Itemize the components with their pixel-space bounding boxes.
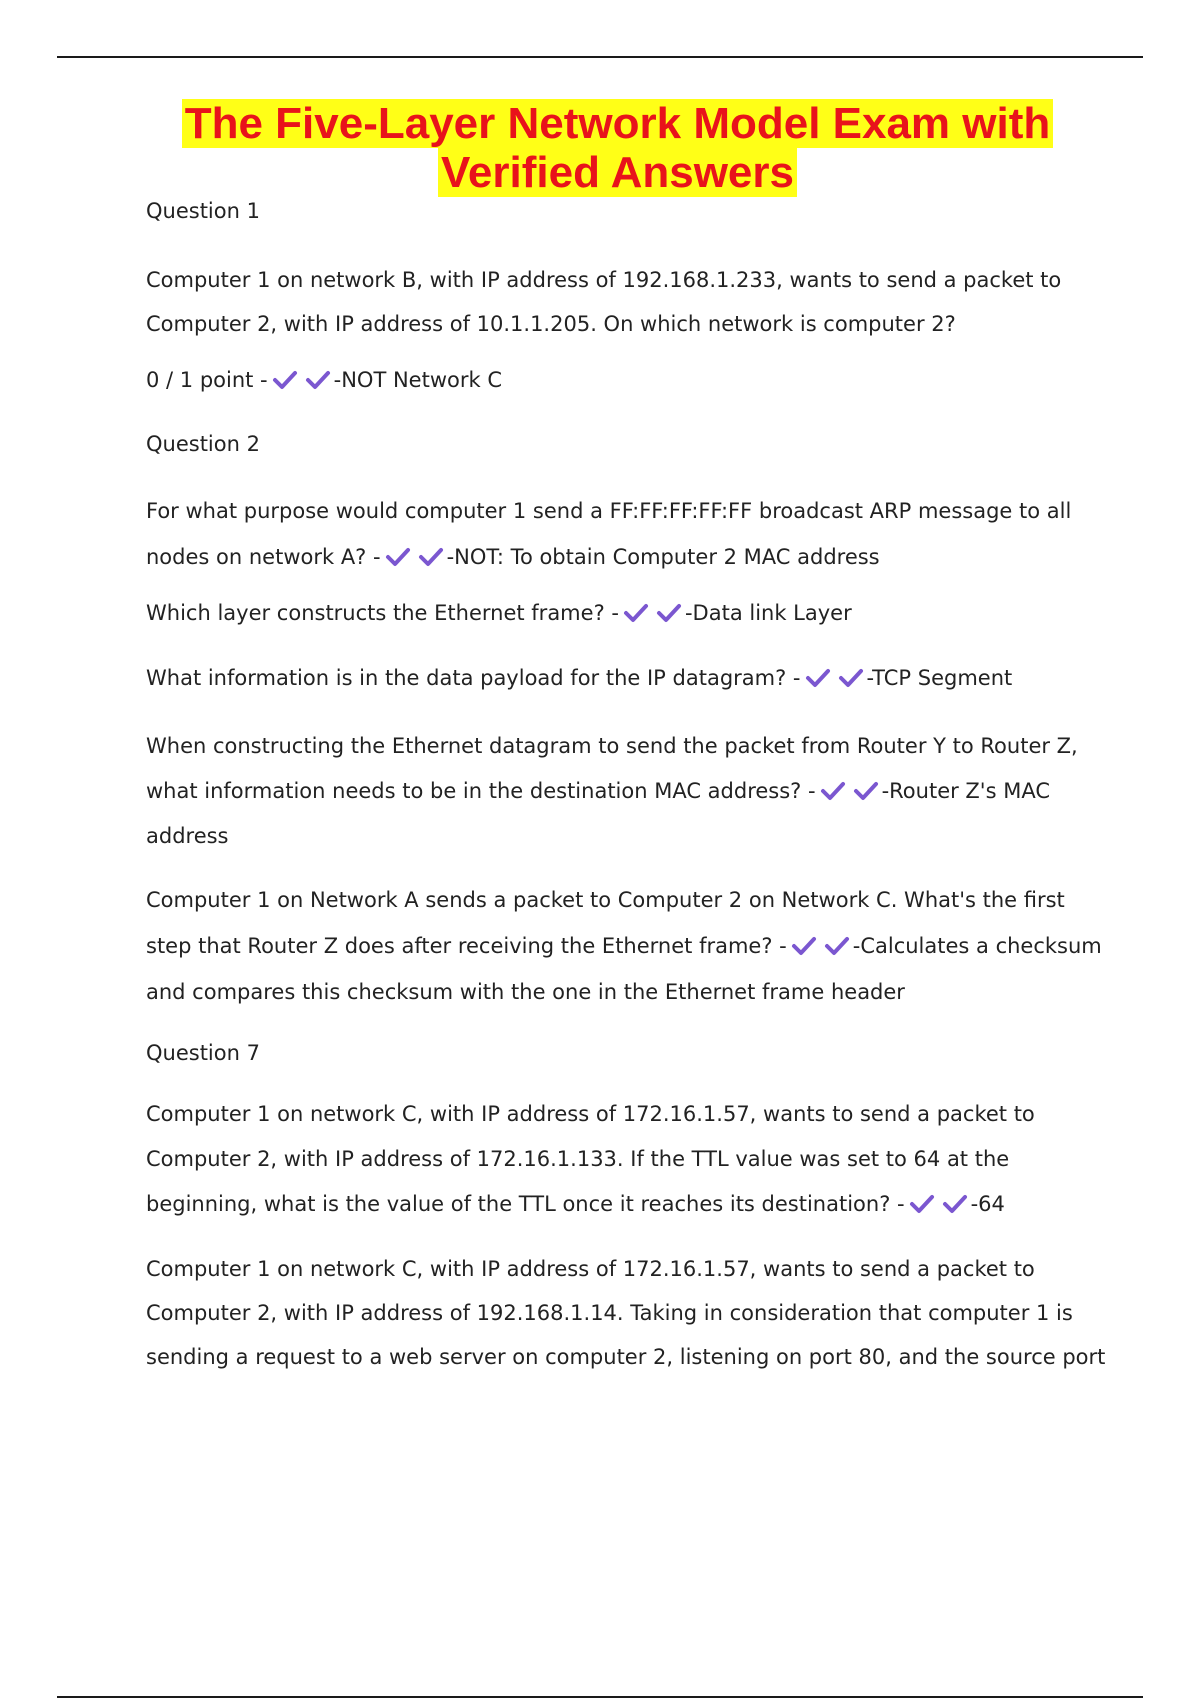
question-8-text [146, 1247, 1106, 1379]
text-line: When constructing the Ethernet datagram to send the packet from Router Y to Router Z, [146, 734, 1078, 758]
text-line: beginning, what is the value of the TTL once it reaches its destination? - -64 [146, 1192, 1005, 1216]
answer-text: -NOT: To obtain Computer 2 MAC address [446, 545, 880, 569]
text-line: what information needs to be in the destination MAC address? - -Router Z's MAC [146, 779, 1050, 803]
question-6 [146, 877, 1106, 1015]
text-line: Computer 1 on Network A sends a packet to Computer 2 on Network C. What's the first [146, 888, 1065, 912]
bottom-rule [57, 1696, 1143, 1698]
text-line: sending a request to a web server on computer 2, listening on port 80, and the source port [146, 1345, 1106, 1369]
text-line: Computer 2, with IP address of 10.1.1.205. On which network is computer 2? [146, 312, 956, 336]
title-line-1: The Five-Layer Network Model Exam with [182, 99, 1054, 148]
text-line: Computer 2, with IP address of 172.16.1.133. If the TTL value was set to 64 at the [146, 1147, 1010, 1171]
text-line: and compares this checksum with the one in the Ethernet frame header [146, 980, 905, 1004]
check-icon [385, 547, 411, 567]
answer-text: -NOT Network C [333, 368, 502, 392]
question-3 [146, 601, 1106, 625]
check-icon [418, 547, 444, 567]
check-icon [623, 603, 649, 623]
check-icon [656, 603, 682, 623]
question-1-text [146, 258, 1106, 346]
text-line: nodes on network A? - -NOT: To obtain Computer 2 MAC address [146, 545, 880, 569]
text-line: Computer 1 on network B, with IP address of 192.168.1.233, wants to send a packet to [146, 268, 1062, 292]
title-line-2: Verified Answers [438, 148, 797, 197]
question-1-heading: Question 1 [146, 199, 260, 223]
check-icon [791, 936, 817, 956]
text-line: Computer 2, with IP address of 192.168.1.14. Taking in consideration that computer 1 is [146, 1301, 1073, 1325]
answer-text: -TCP Segment [866, 666, 1013, 690]
check-icon [824, 936, 850, 956]
check-icon [853, 781, 879, 801]
question-2-text [146, 488, 1106, 580]
question-2-heading: Question 2 [146, 432, 260, 456]
question-7-text [146, 1092, 1106, 1227]
text-line: step that Router Z does after receiving the Ethernet frame? - -Calculates a checksum [146, 934, 1102, 958]
question-5 [146, 724, 1106, 859]
check-icon [305, 370, 331, 390]
text-line: address [146, 824, 229, 848]
document-title [0, 99, 1200, 197]
check-icon [805, 668, 831, 688]
text-line: Computer 1 on network C, with IP address of 172.16.1.57, wants to send a packet to [146, 1102, 1035, 1126]
check-icon [942, 1194, 968, 1214]
check-icon [820, 781, 846, 801]
question-1-answer [146, 368, 1106, 392]
check-icon [838, 668, 864, 688]
answer-text: -Data link Layer [684, 601, 852, 625]
text-line: Computer 1 on network C, with IP address of 172.16.1.57, wants to send a packet to [146, 1257, 1035, 1281]
score-text: 0 / 1 point - [146, 368, 268, 392]
answer-text: -64 [970, 1192, 1005, 1216]
question-4 [146, 666, 1106, 690]
question-text: Which layer constructs the Ethernet frame? - [146, 601, 619, 625]
answer-text: -Router Z's MAC [881, 779, 1050, 803]
check-icon [272, 370, 298, 390]
text-line: For what purpose would computer 1 send a FF:FF:FF:FF:FF broadcast ARP message to all [146, 499, 1072, 523]
answer-text: -Calculates a checksum [852, 934, 1102, 958]
question-text: What information is in the data payload for the IP datagram? - [146, 666, 801, 690]
question-7-heading: Question 7 [146, 1041, 260, 1065]
top-rule [57, 56, 1143, 58]
check-icon [909, 1194, 935, 1214]
